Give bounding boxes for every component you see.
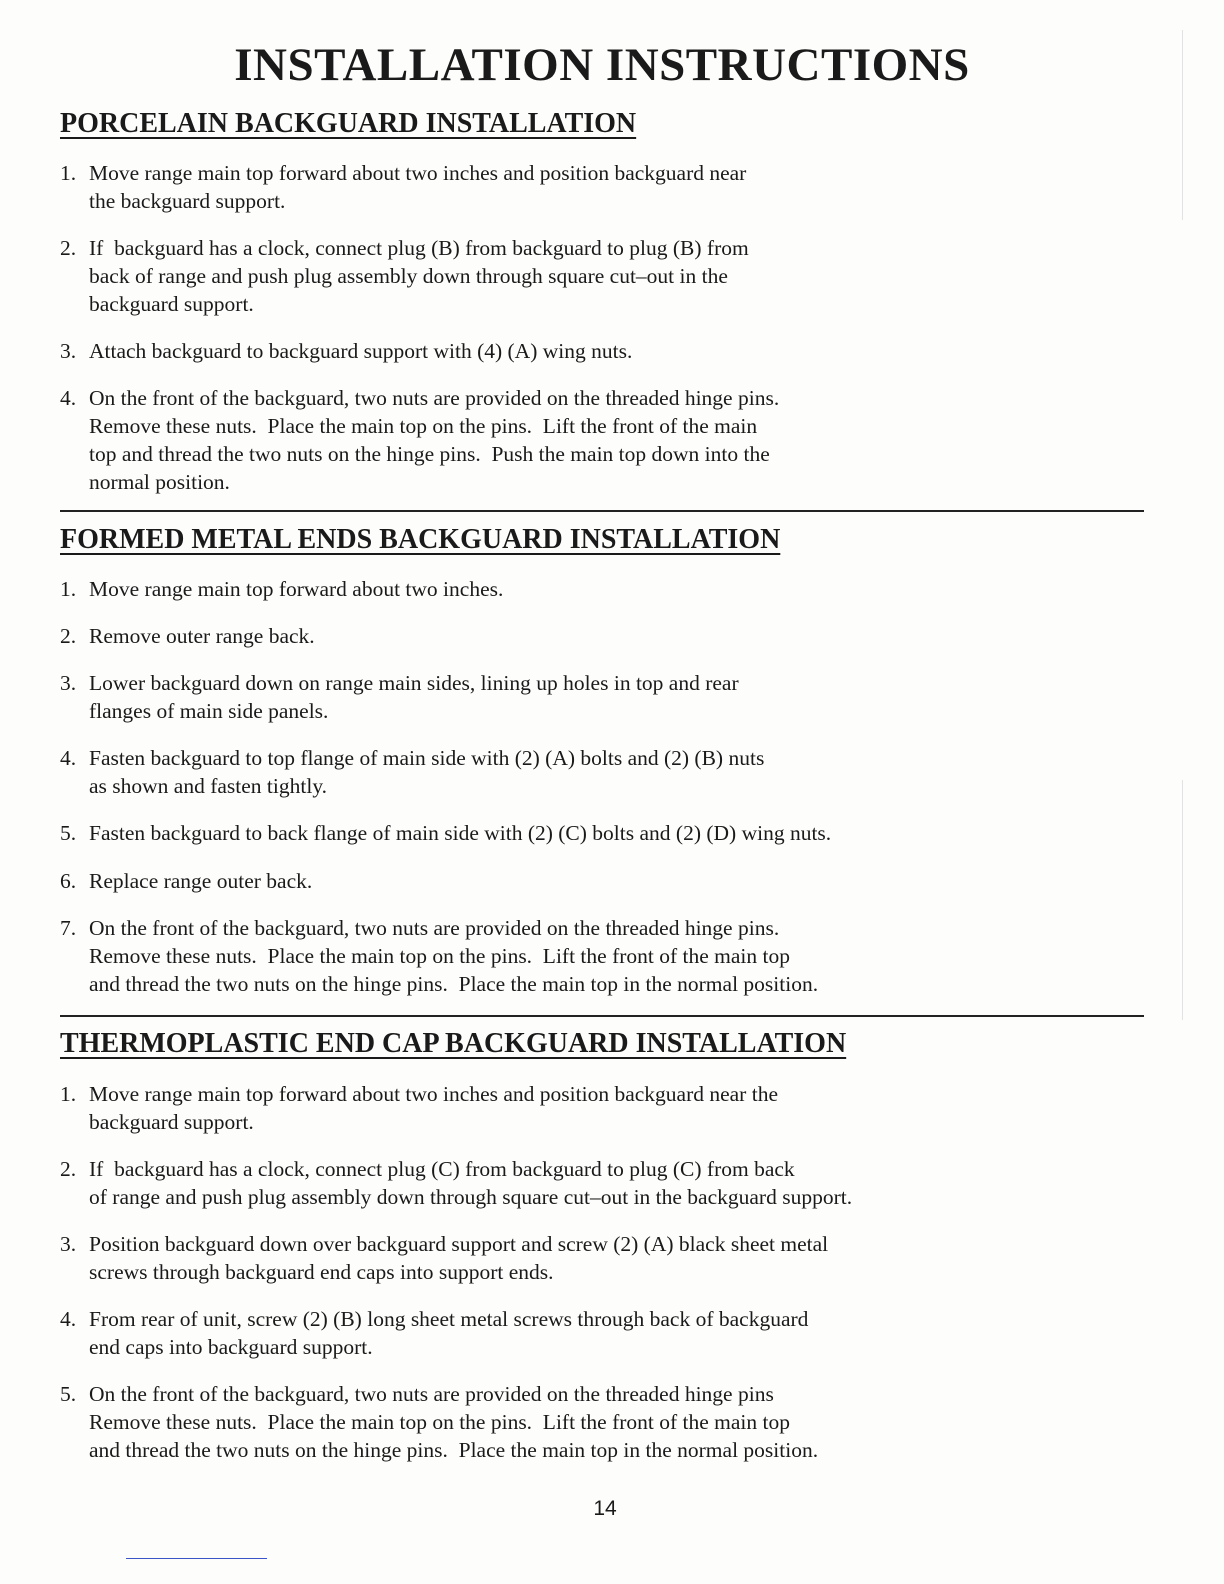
section-formed-metal [60,523,1144,996]
page-number: 14 [593,1497,617,1520]
step-number: 2. [60,1157,77,1181]
step-line: If backguard has a clock, connect plug (B) from backguard to plug (B) from [89,236,749,260]
page-title: INSTALLATION INSTRUCTIONS [234,39,970,91]
step-line: Move range main top forward about two inches. [89,577,504,601]
step-number: 4. [60,386,77,410]
step-line: Position backguard down over backguard support and screw (2) (A) black sheet metal [89,1232,829,1256]
step-line: screws through backguard end caps into support ends. [89,1260,554,1284]
step-number: 2. [60,236,77,260]
section-divider [60,510,1144,512]
step-number: 1. [60,161,77,185]
step-line: Move range main top forward about two inches and position backguard near [89,161,747,185]
step-number: 4. [60,746,77,770]
section-thermoplastic [60,1027,1144,1462]
step-line: Fasten backguard to top flange of main side with (2) (A) bolts and (2) (B) nuts [89,746,765,770]
step-line: backguard support. [89,292,254,316]
step-number: 3. [60,1232,77,1256]
step-line: Remove these nuts. Place the main top on the pins. Lift the front of the main [89,414,758,438]
step-line: as shown and fasten tightly. [89,774,328,798]
section-porcelain [60,107,1144,494]
step-number: 3. [60,671,77,695]
step-line: top and thread the two nuts on the hinge pins. Push the main top down into the [89,442,770,466]
step-number: 2. [60,624,77,648]
step-line: normal position. [89,470,230,494]
step-line: the backguard support. [89,189,286,213]
step-line: end caps into backguard support. [89,1335,373,1359]
step-line: Replace range outer back. [89,869,313,893]
step-number: 5. [60,821,77,845]
step-number: 5. [60,1382,77,1406]
step-line: Attach backguard to backguard support with (4) (A) wing nuts. [89,339,633,363]
step-number: 3. [60,339,77,363]
step-line: On the front of the backguard, two nuts are provided on the threaded hinge pins [89,1382,774,1406]
scan-edge [1182,30,1183,220]
step-number: 1. [60,577,77,601]
step-number: 1. [60,1082,77,1106]
scan-edge [1182,780,1183,1020]
step-line: Remove these nuts. Place the main top on the pins. Lift the front of the main top [89,1410,790,1434]
step-line: flanges of main side panels. [89,699,329,723]
step-line: Fasten backguard to back flange of main side with (2) (C) bolts and (2) (D) wing nuts. [89,821,832,845]
section-heading: FORMED METAL ENDS BACKGUARD INSTALLATION [60,524,781,555]
step-line: Remove outer range back. [89,624,315,648]
step-number: 4. [60,1307,77,1331]
step-line: and thread the two nuts on the hinge pins. Place the main top in the normal position. [89,972,819,996]
step-line: back of range and push plug assembly down through square cut–out in the [89,264,728,288]
step-line: From rear of unit, screw (2) (B) long sheet metal screws through back of backguard [89,1307,809,1331]
step-number: 6. [60,869,77,893]
step-line: backguard support. [89,1110,254,1134]
step-line: Remove these nuts. Place the main top on the pins. Lift the front of the main top [89,944,790,968]
step-line: Lower backguard down on range main sides, lining up holes in top and rear [89,671,739,695]
section-heading: THERMOPLASTIC END CAP BACKGUARD INSTALLATION [60,1028,847,1059]
section-heading: PORCELAIN BACKGUARD INSTALLATION [60,108,637,139]
step-line: If backguard has a clock, connect plug (C) from backguard to plug (C) from back [89,1157,795,1181]
step-line: On the front of the backguard, two nuts are provided on the threaded hinge pins. [89,386,780,410]
step-line: Move range main top forward about two inches and position backguard near the [89,1082,778,1106]
step-line: and thread the two nuts on the hinge pins. Place the main top in the normal position. [89,1438,819,1462]
step-line: On the front of the backguard, two nuts are provided on the threaded hinge pins. [89,916,780,940]
step-line: of range and push plug assembly down through square cut–out in the backguard support. [89,1185,853,1209]
scan-mark [126,1558,267,1559]
step-number: 7. [60,916,77,940]
section-divider [60,1015,1144,1017]
